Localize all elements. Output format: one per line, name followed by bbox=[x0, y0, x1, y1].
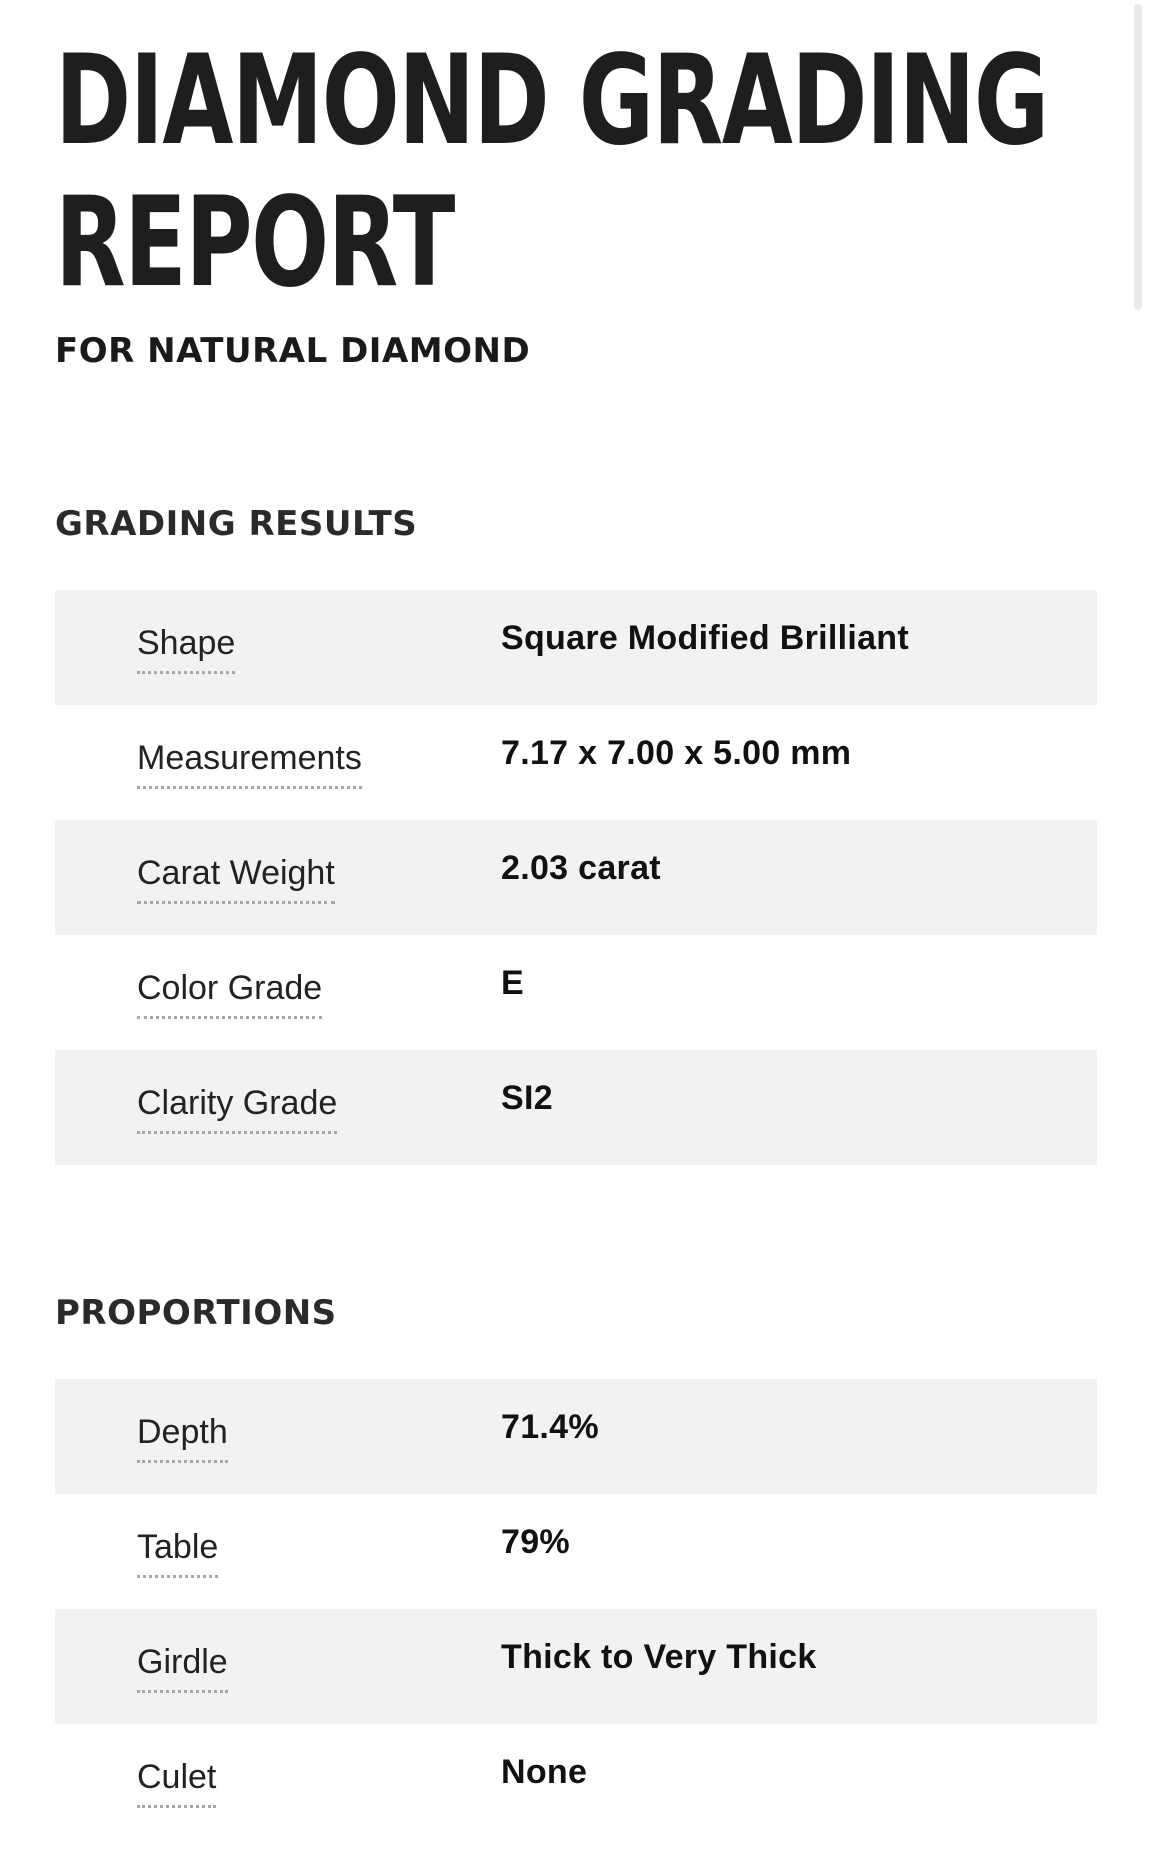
report-header bbox=[55, 30, 1095, 314]
proportions-heading: PROPORTIONS bbox=[55, 1293, 337, 1333]
page-title-line-1: DIAMOND GRADING bbox=[55, 29, 1048, 173]
measurements-label[interactable]: Measurements bbox=[137, 738, 362, 789]
scrollbar[interactable] bbox=[1134, 4, 1142, 310]
color-grade-label[interactable]: Color Grade bbox=[137, 968, 322, 1019]
measurements-value: 7.17 x 7.00 x 5.00 mm bbox=[501, 734, 852, 772]
clarity-grade-label[interactable]: Clarity Grade bbox=[137, 1083, 337, 1134]
carat-weight-label[interactable]: Carat Weight bbox=[137, 853, 335, 904]
depth-label[interactable]: Depth bbox=[137, 1412, 228, 1463]
page-title-line-2: REPORT bbox=[55, 171, 454, 315]
grading-row-measurements bbox=[55, 705, 1097, 820]
grading-row-carat-weight bbox=[55, 820, 1097, 935]
proportions-row-depth bbox=[55, 1379, 1097, 1494]
clarity-grade-value: SI2 bbox=[501, 1079, 553, 1117]
shape-value: Square Modified Brilliant bbox=[501, 619, 909, 657]
grading-row-clarity-grade bbox=[55, 1050, 1097, 1165]
girdle-label[interactable]: Girdle bbox=[137, 1642, 228, 1693]
culet-value: None bbox=[501, 1753, 588, 1791]
proportions-row-table bbox=[55, 1494, 1097, 1609]
culet-label[interactable]: Culet bbox=[137, 1757, 216, 1808]
depth-value: 71.4% bbox=[501, 1408, 599, 1446]
proportions-table bbox=[55, 1379, 1097, 1839]
color-grade-value: E bbox=[501, 964, 524, 1002]
proportions-row-culet bbox=[55, 1724, 1097, 1839]
grading-row-shape bbox=[55, 590, 1097, 705]
carat-weight-value: 2.03 carat bbox=[501, 849, 661, 887]
grading-row-color-grade bbox=[55, 935, 1097, 1050]
shape-label[interactable]: Shape bbox=[137, 623, 235, 674]
table-value: 79% bbox=[501, 1523, 570, 1561]
girdle-value: Thick to Very Thick bbox=[501, 1638, 817, 1676]
grading-results-heading: GRADING RESULTS bbox=[55, 504, 418, 544]
table-label[interactable]: Table bbox=[137, 1527, 218, 1578]
grading-results-table bbox=[55, 590, 1097, 1165]
page-title bbox=[55, 30, 1091, 314]
page-subtitle: FOR NATURAL DIAMOND bbox=[55, 331, 531, 371]
proportions-row-girdle bbox=[55, 1609, 1097, 1724]
